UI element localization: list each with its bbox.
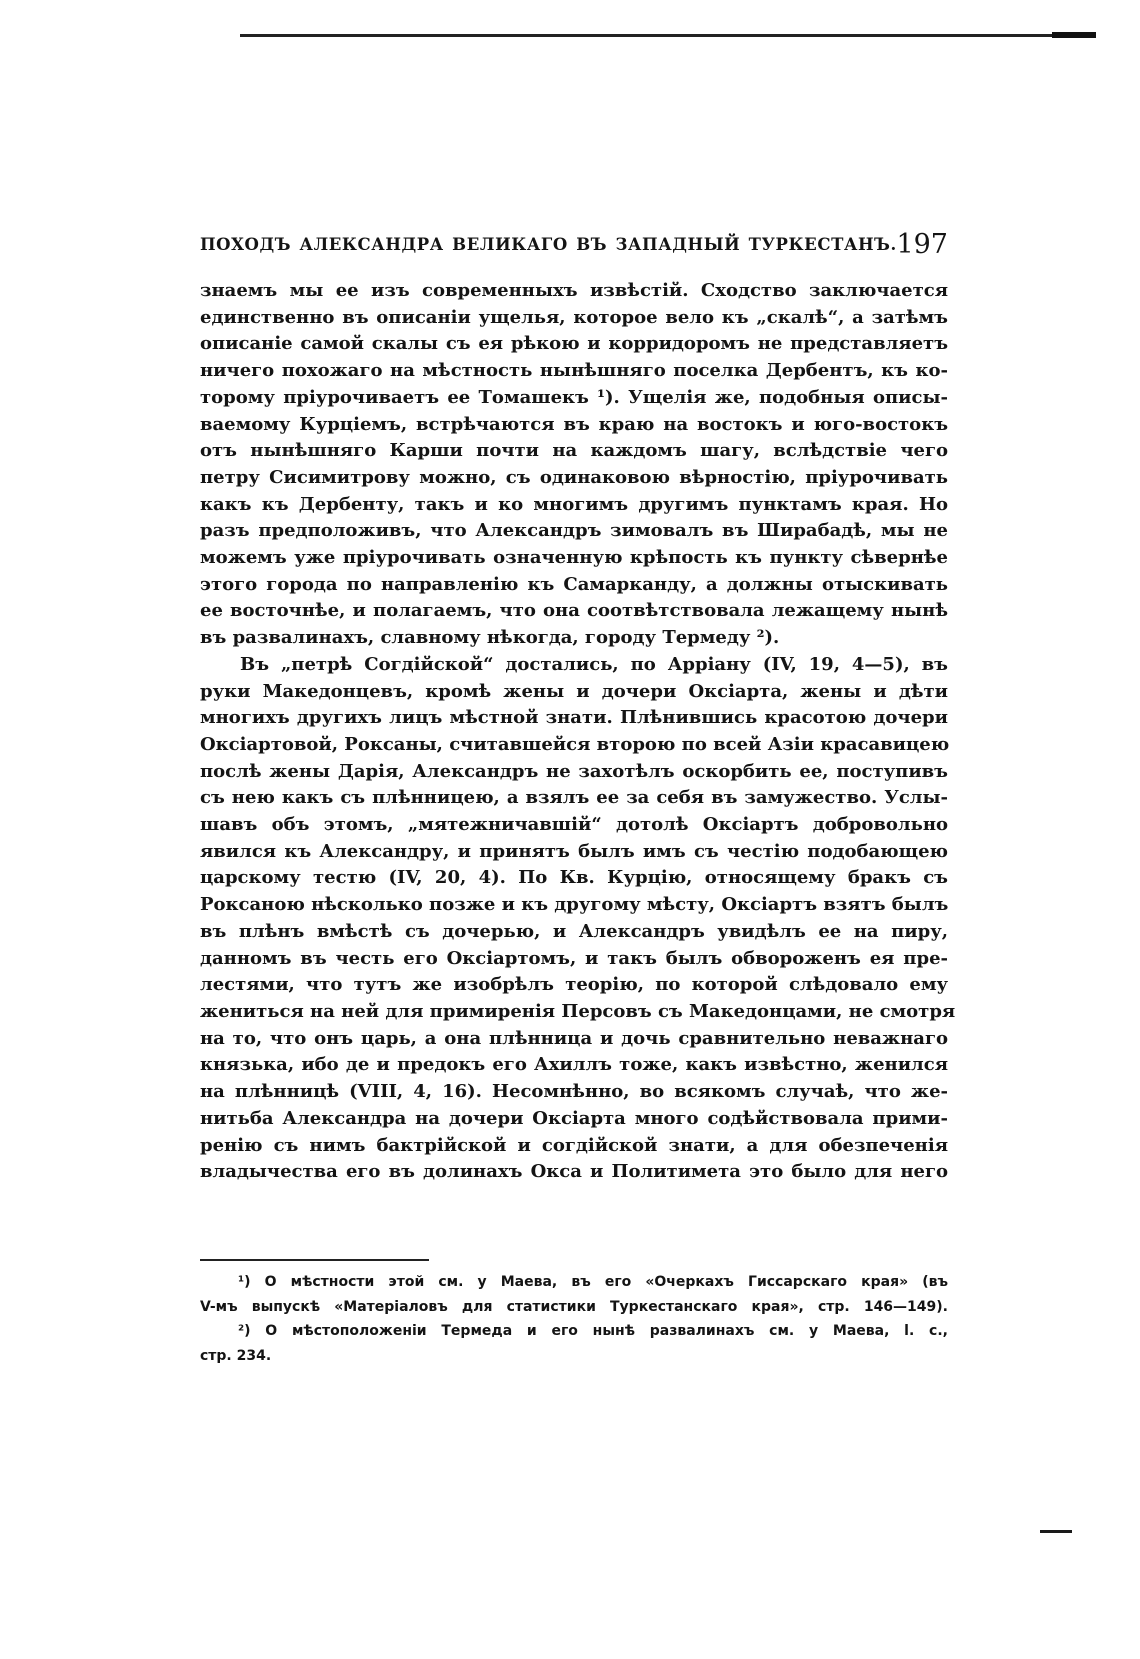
text-line: явился къ Александру, и принятъ былъ имъ съ честію подобающею	[200, 840, 948, 862]
text-line: какъ къ Дербенту, такъ и ко многимъ другимъ пунктамъ края. Но	[200, 493, 948, 515]
running-title: ПОХОДЪ АЛЕКСАНДРА ВЕЛИКАГО ВЪ ЗАПАДНЫЙ ТУРКЕСТАНЪ.	[200, 235, 897, 254]
text-line: можемъ уже пріурочивать означенную крѣпость къ пункту сѣвернѣе	[200, 547, 948, 569]
text-line: Роксаною нѣсколько позже и къ другому мѣсту, Оксіартъ взятъ былъ	[200, 894, 949, 916]
text-line: ренію съ нимъ бактрійской и согдійской знати, а для обезпеченія	[200, 1134, 948, 1156]
text-line: многихъ другихъ лицъ мѣстной знати. Плѣнившись красотою дочери	[200, 707, 948, 729]
text-line: Оксіартовой, Роксаны, считавшейся второю по всей Азіи красавицею	[200, 733, 950, 755]
text-line: жениться на ней для примиренія Персовъ съ Македонцами, не смотря	[200, 1000, 956, 1022]
text-line: въ плѣнъ вмѣстѣ съ дочерью, и Александръ увидѣлъ ее на пиру,	[200, 920, 948, 942]
body-text	[200, 278, 956, 1186]
footnote-separator	[200, 1259, 429, 1261]
text-line: знаемъ мы ее изъ современныхъ извѣстій. Сходство заключается	[200, 280, 948, 301]
text-line: князька, ибо де и предокъ его Ахиллъ тоже, какъ извѣстно, женился	[200, 1054, 948, 1076]
page-number: 197	[896, 229, 948, 260]
text-line: въ развалинахъ, славному нѣкогда, городу Термеду ²).	[200, 627, 780, 649]
top-border-rule-end	[1052, 32, 1096, 38]
text-line: отъ нынѣшняго Карши почти на каждомъ шагу, вслѣдствіе чего	[200, 440, 948, 462]
footnotes	[200, 1270, 948, 1368]
text-line: лестями, что тутъ же изобрѣлъ теорію, по которой слѣдовало ему	[200, 974, 948, 996]
text-line: торому пріурочиваетъ ее Томашекъ ¹). Ущелія же, подобныя описы-	[200, 386, 948, 408]
text-line: этого города по направленію къ Самарканду, а должны отыскивать	[200, 573, 948, 595]
text-line: послѣ жены Дарія, Александръ не захотѣлъ оскорбить ее, поступивъ	[200, 760, 948, 782]
text-line: нитьба Александра на дочери Оксіарта много содѣйствовала прими-	[200, 1107, 948, 1129]
footnote-line: V-мъ выпускѣ «Матеріаловъ для статистики Туркестанскаго края», стр. 146—149).	[200, 1298, 948, 1315]
footnote-line: стр. 234.	[200, 1347, 272, 1364]
paragraph-2	[200, 652, 956, 1186]
text-line: описаніе самой скалы съ ея рѣкою и корридоромъ не представляетъ	[200, 333, 948, 355]
footnote-1	[200, 1270, 948, 1319]
text-line: единственно въ описаніи ущелья, которое вело къ „скалѣ“, а затѣмъ	[200, 306, 948, 328]
text-line: съ нею какъ съ плѣнницею, а взялъ ее за себя въ замужество. Услы-	[200, 787, 948, 809]
text-line: ваемому Курціемъ, встрѣчаются въ краю на востокъ и юго-востокъ	[200, 413, 948, 435]
text-line: Въ „петрѣ Согдійской“ достались, по Арріану (IV, 19, 4—5), въ	[240, 653, 948, 675]
text-line: ничего похожаго на мѣстность нынѣшняго поселка Дербентъ, къ ко-	[200, 360, 948, 382]
top-border-rule	[240, 34, 1096, 37]
margin-mark	[1040, 1530, 1072, 1533]
paragraph-1	[200, 278, 948, 652]
text-line: владычества его въ долинахъ Окса и Политимета это было для него	[200, 1161, 948, 1183]
text-line: разъ предположивъ, что Александръ зимовалъ въ Ширабадѣ, мы не	[200, 520, 948, 542]
text-line: петру Сисимитрову можно, съ одинаковою вѣрностію, пріурочивать	[200, 466, 948, 488]
footnote-2	[200, 1319, 948, 1368]
text-line: данномъ въ честь его Оксіартомъ, и такъ былъ обвороженъ ея пре-	[200, 947, 948, 969]
footnote-line: ²) О мѣстоположеніи Термеда и его нынѣ развалинахъ см. у Маева, l. c.,	[238, 1323, 948, 1339]
text-line: царскому тестю (IV, 20, 4). По Кв. Курцію, относящему бракъ съ	[200, 867, 948, 889]
text-line: ее восточнѣе, и полагаемъ, что она соотвѣтствовала лежащему нынѣ	[200, 600, 948, 622]
text-line: шавъ объ этомъ, „мятежничавшій“ дотолѣ Оксіартъ добровольно	[200, 814, 948, 836]
text-line: на то, что онъ царь, а она плѣнница и дочь сравнительно неважнаго	[200, 1027, 948, 1049]
footnote-line: ¹) О мѣстности этой см. у Маева, въ его «Очеркахъ Гиссарскаго края» (въ	[238, 1274, 948, 1290]
page-header	[200, 231, 948, 261]
text-line: на плѣнницѣ (VIII, 4, 16). Несомнѣнно, во всякомъ случаѣ, что же-	[200, 1081, 948, 1103]
text-line: руки Македонцевъ, кромѣ жены и дочери Оксіарта, жены и дѣти	[200, 680, 948, 702]
